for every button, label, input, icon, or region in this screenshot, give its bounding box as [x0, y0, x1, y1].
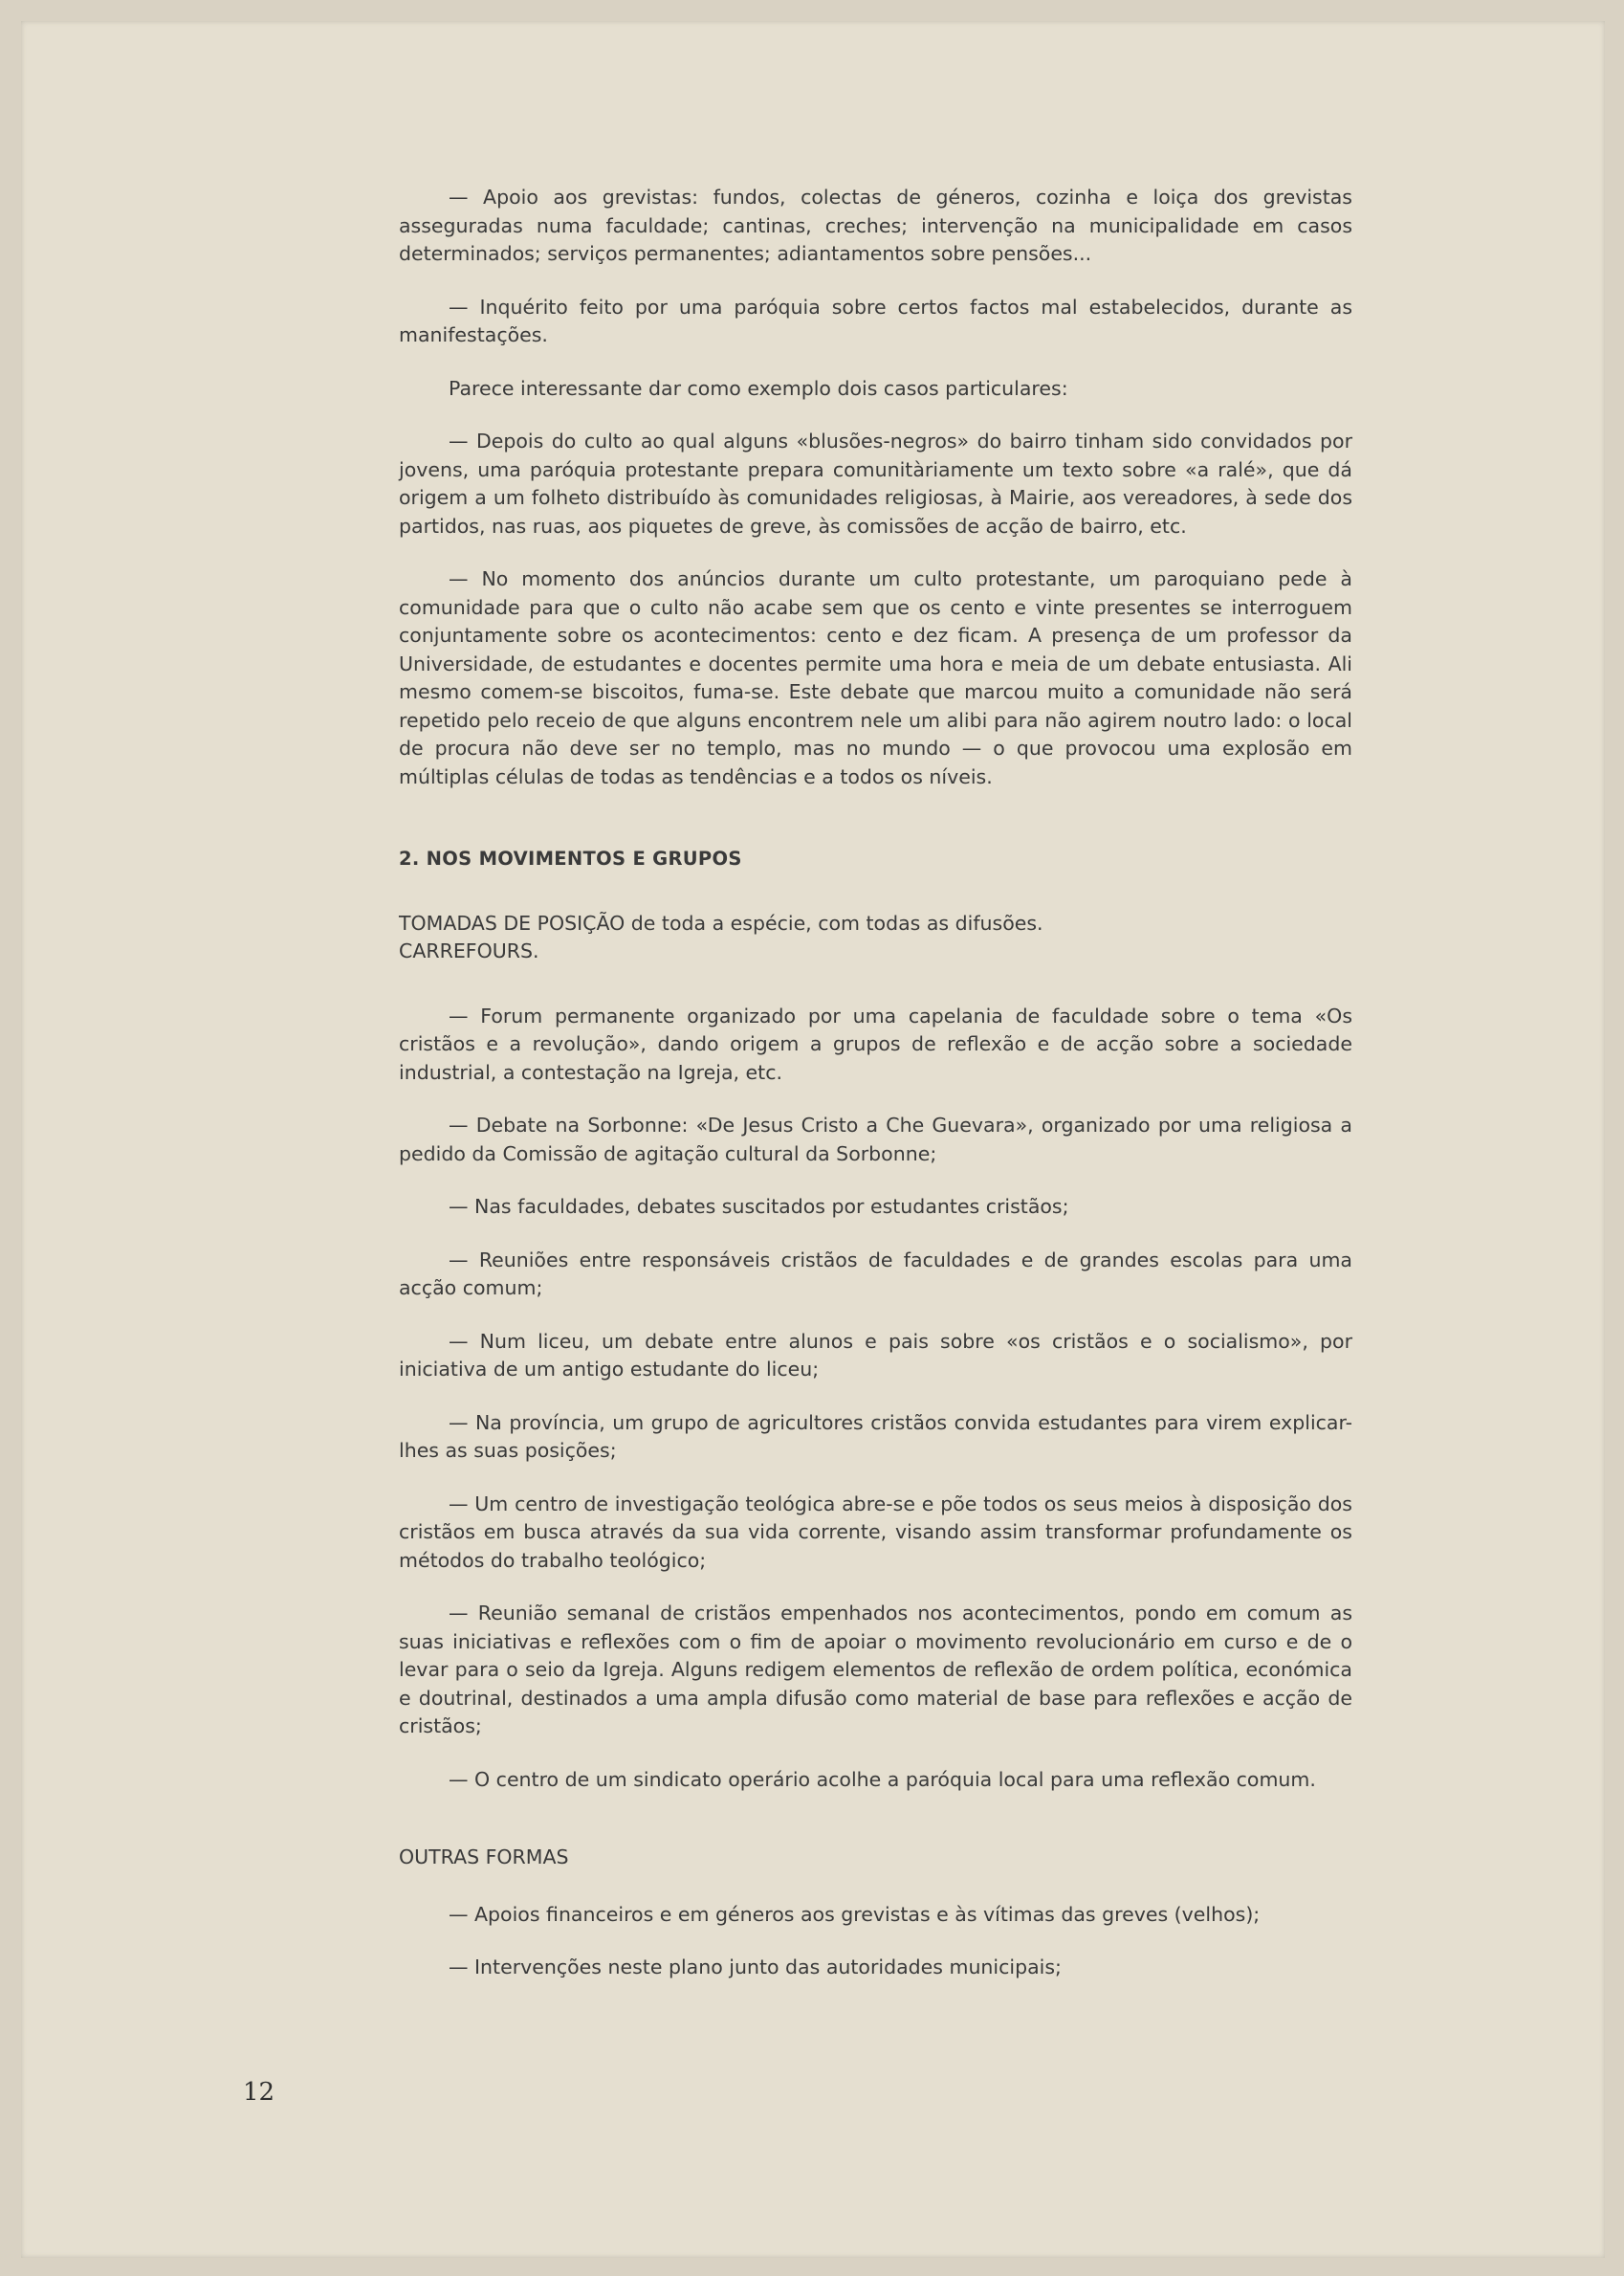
paragraph: — Um centro de investigação teológica abre-se e põe todos os seus meios à disposição dos cristãos em busca através da sua vida corrente, visando assim transformar profundamente os métodos do trabalho teológico;: [399, 1492, 1352, 1572]
subheading-line: TOMADAS DE POSIÇÃO de toda a espécie, com todas as difusões.: [399, 911, 1043, 935]
paragraph: — Intervenções neste plano junto das autoridades municipais;: [449, 1956, 1062, 1978]
paragraph: — Num liceu, um debate entre alunos e pais sobre «os cristãos e o socialismo», por iniciativa de um antigo estudante do liceu;: [399, 1329, 1352, 1381]
section-heading: 2. NOS MOVIMENTOS E GRUPOS: [399, 848, 742, 870]
paragraph: — No momento dos anúncios durante um culto protestante, um paroquiano pede à comunidade para que o culto não acabe sem que os cento e vinte presentes se interroguem conjuntamente sobre os acontecimentos: cento e dez ficam. A presença de um professor da Universidade, de estudantes e docentes permite uma hora e meia de um debate entusiasta. Ali mesmo comem-se biscoitos, fuma-se. Este debate que marcou muito a comunidade não será repetido pelo receio de que alguns encontrem nele um alibi para não agirem noutro lado: o local de procura não deve ser no templo, mas no mundo — o que provocou uma explosão em múltiplas células de todas as tendências e a todos os níveis.: [399, 567, 1352, 788]
paragraph: — O centro de um sindicato operário acolhe a paróquia local para uma reflexão comum.: [449, 1767, 1316, 1791]
paragraph: — Reuniões entre responsáveis cristãos de faculdades e de grandes escolas para uma acção comum;: [399, 1248, 1352, 1299]
paragraph: — Apoios financeiros e em géneros aos grevistas e às vítimas das greves (velhos);: [449, 1902, 1261, 1926]
paragraph: — Reunião semanal de cristãos empenhados nos acontecimentos, pondo em comum as suas iniciativas e reflexões com o fim de apoiar o movimento revolucionário em curso e de o levar para o seio da Igreja. Alguns redigem elementos de reflexão de ordem política, económica e doutrinal, destinados a uma ampla difusão como material de base para reflexões e acção de cristãos;: [399, 1602, 1352, 1737]
page-sheet: [21, 21, 1605, 2258]
paragraph: Parece interessante dar como exemplo dois casos particulares:: [449, 376, 1068, 400]
subheading-line: CARREFOURS.: [399, 939, 539, 962]
paragraph: — Forum permanente organizado por uma capelania de faculdade sobre o tema «Os cristãos e a revolução», dando origem a grupos de reflexão e de acção sobre a sociedade industrial, a contestação na Igreja, etc.: [399, 1004, 1352, 1084]
paragraph: — Na província, um grupo de agricultores cristãos convida estudantes para virem explicar-lhes as suas posições;: [399, 1410, 1352, 1462]
outras-heading: OUTRAS FORMAS: [399, 1845, 569, 1868]
page-number: 12: [243, 2078, 275, 2107]
paragraph: — Apoio aos grevistas: fundos, colectas de géneros, cozinha e loiça dos grevistas asseguradas numa faculdade; cantinas, creches; intervenção na municipalidade em casos determinados; serviços permanentes; adiantamentos sobre pensões...: [399, 186, 1352, 265]
body-text: [399, 184, 1352, 2007]
paragraph: — Debate na Sorbonne: «De Jesus Cristo a Che Guevara», organizado por uma religiosa a pedido da Comissão de agitação cultural da Sorbonne;: [399, 1114, 1352, 1165]
paragraph: — Nas faculdades, debates suscitados por estudantes cristãos;: [449, 1195, 1069, 1218]
paragraph: — Inquérito feito por uma paróquia sobre certos factos mal estabelecidos, durante as manifestações.: [399, 295, 1352, 346]
paragraph: — Depois do culto ao qual alguns «blusões-negros» do bairro tinham sido convidados por jovens, uma paróquia protestante prepara comunitàriamente um texto sobre «a ralé», que dá origem a um folheto distribuído às comunidades religiosas, à Mairie, aos vereadores, à sede dos partidos, nas ruas, aos piquetes de greve, às comissões de acção de bairro, etc.: [399, 430, 1352, 538]
